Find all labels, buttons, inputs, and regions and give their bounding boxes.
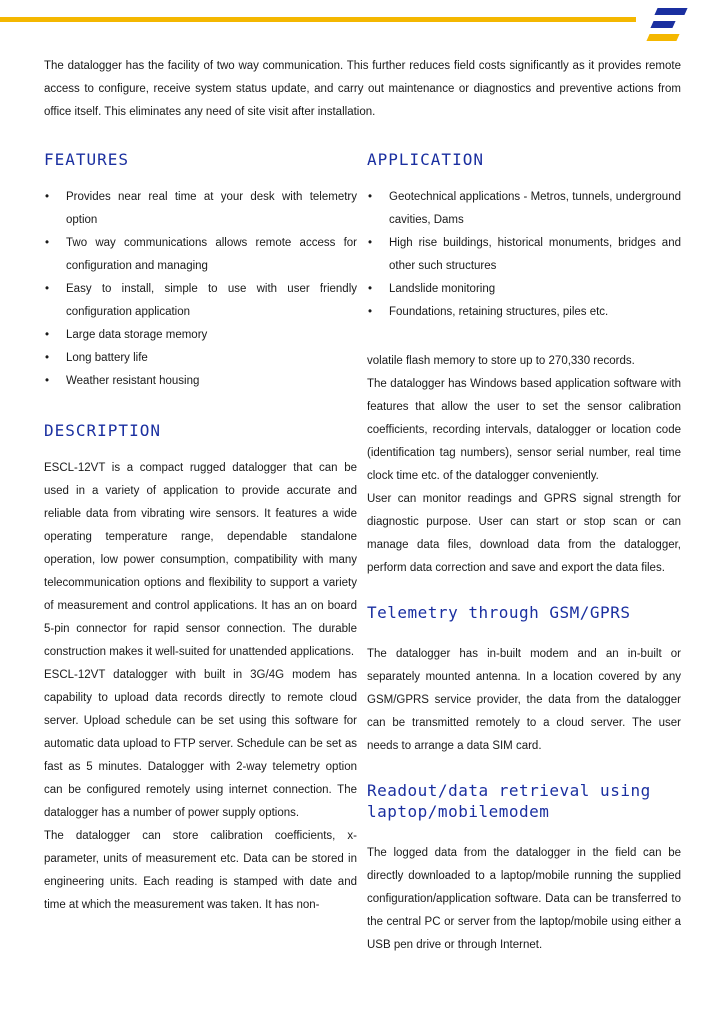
description-paragraph: ESCL-12VT datalogger with built in 3G/4G modem has capability to upload data records directly to remote cloud server. Upload schedule can be set using this software for automatic data upload to FTP server. Schedule can be set as fast as 5 minutes. Datalogger with 2-way telemetry option can be configured remotely using internet connection. The datalogger has a number of power supply options. (44, 669, 357, 819)
telemetry-paragraph: The datalogger has in-built modem and an in-built or separately mounted antenna. In a location covered by any GSM/GPRS service provider, the data from the datalogger can be transmitted remotely to a cloud server. The user needs to arrange a data SIM card. (367, 648, 681, 752)
readout-heading: Readout/data retrieval using laptop/mobilemodem (367, 781, 651, 821)
description-paragraph: ESCL-12VT is a compact rugged datalogger that can be used in a variety of application to provide accurate and reliable data from vibrating wire sensors. It features a wide operating temperature range, dependable standalone operation, low power consumption, compatibility with many telecommunication options and flexibility to support a variety of measurement and control applications. It has an on board 5-pin connector for rapid sensor connection. The durable construction makes it well-suited for unattended applications. (44, 462, 357, 658)
logo-stripe-middle (650, 21, 675, 28)
list-item: • High rise buildings, historical monuments, bridges and other such structures (367, 232, 681, 278)
continued-paragraph: volatile flash memory to store up to 270,330 records. (367, 355, 635, 367)
telemetry-heading: Telemetry through GSM/GPRS (367, 603, 631, 622)
list-item: • Foundations, retaining structures, piles etc. (367, 301, 681, 324)
logo-stripe-top (654, 8, 687, 15)
company-logo (648, 8, 688, 42)
logo-stripe-bottom (646, 34, 679, 41)
intro-paragraph: The datalogger has the facility of two way communication. This further reduces field costs significantly as it provides remote access to configure, receive system status update, and carry out maintenance or diagnostics and preventive actions from office itself. This eliminates any need of site visit after installation. (44, 60, 681, 118)
list-item: • Long battery life (44, 347, 357, 370)
left-column (44, 148, 357, 917)
list-item: • Geotechnical applications - Metros, tunnels, underground cavities, Dams (367, 186, 681, 232)
header-accent-bar (0, 17, 636, 22)
list-item: • Easy to install, simple to use with user friendly configuration application (44, 278, 357, 324)
application-heading: APPLICATION (367, 150, 484, 169)
description-paragraph: The datalogger can store calibration coefficients, x-parameter, units of measurement etc. Data can be stored in engineering units. Each reading is stamped with date and time at which the measurement was taken. It has non- (44, 830, 357, 911)
application-list (367, 186, 681, 324)
description-heading: DESCRIPTION (44, 421, 161, 440)
list-item: • Two way communications allows remote access for configuration and managing (44, 232, 357, 278)
continued-paragraph: The datalogger has Windows based application software with features that allow the user to set the sensor calibration coefficients, recording intervals, datalogger or location code (identification tag numbers), sensor serial number, real time clock time etc. of the datalogger conveniently. (367, 378, 681, 482)
list-item: • Large data storage memory (44, 324, 357, 347)
list-item: • Weather resistant housing (44, 370, 357, 393)
features-heading: FEATURES (44, 150, 130, 169)
readout-paragraph: The logged data from the datalogger in the field can be directly downloaded to a laptop/mobile running the supplied configuration/application software. Data can be transferred to the central PC or server from the laptop/mobile using either a USB pen drive or through Internet. (367, 847, 681, 951)
list-item: • Provides near real time at your desk with telemetry option (44, 186, 357, 232)
list-item: • Landslide monitoring (367, 278, 681, 301)
features-list (44, 186, 357, 393)
continued-paragraph: User can monitor readings and GPRS signal strength for diagnostic purpose. User can start or stop scan or can manage data files, download data from the datalogger, perform data correction and save and export the data files. (367, 493, 681, 574)
right-column (367, 148, 681, 957)
